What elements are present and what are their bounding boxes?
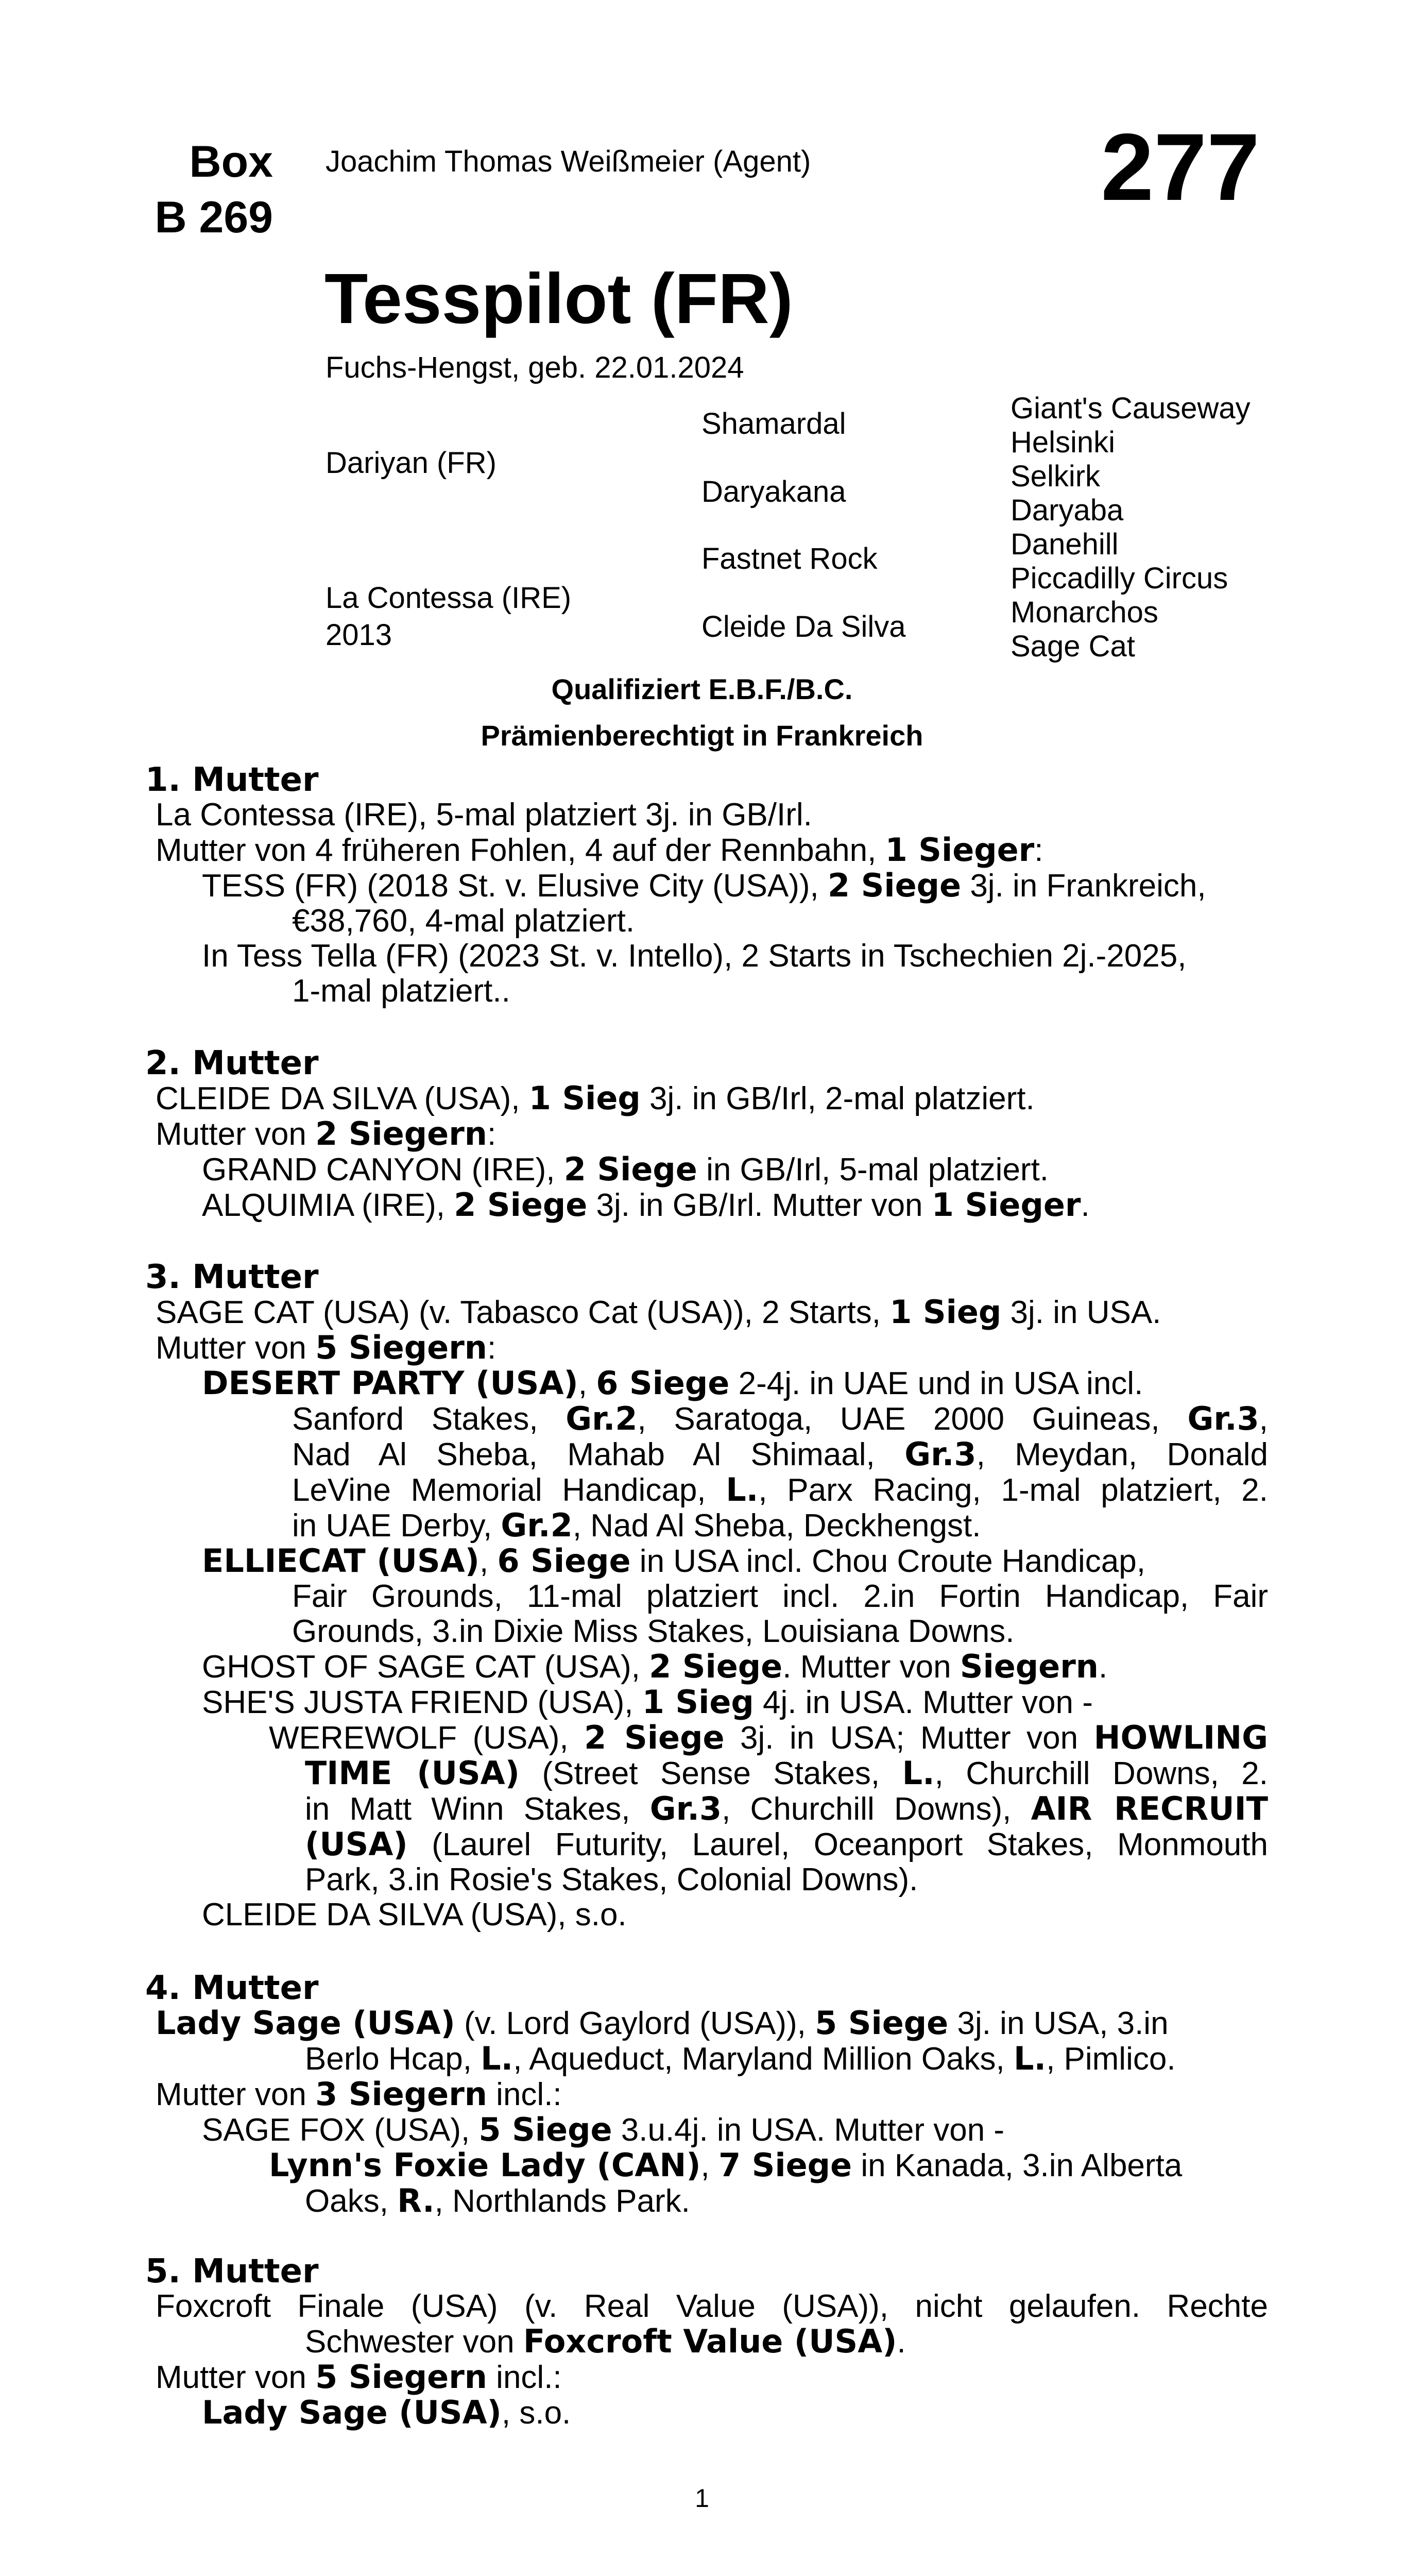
text-line [145, 2324, 1268, 2360]
text-line [145, 1401, 1268, 1437]
text-span: incl.: [487, 2360, 562, 2395]
section-heading: 2. Mutter [145, 1044, 319, 1082]
text-span: 5 Siegern [315, 2358, 487, 2396]
box-label: Box [189, 137, 273, 187]
text-span: Gr.2 [501, 1506, 573, 1544]
text-line [145, 2077, 1268, 2112]
text-line [145, 1756, 1268, 1791]
section-heading: 4. Mutter [145, 1969, 319, 2007]
text-span: 1 Sieg [889, 1293, 1002, 1331]
text-span: 5 Siegern [315, 1329, 487, 1366]
text-span: 2 Siege [563, 1150, 697, 1188]
text-span: HOWLING [1093, 1719, 1268, 1756]
section-third-dam [145, 1260, 1268, 1933]
text-span: L. [726, 1471, 759, 1509]
text-span: , Churchill Downs), [722, 1791, 1031, 1827]
box-label-block [103, 134, 273, 245]
pedigree-sire: Dariyan (FR) [326, 446, 496, 480]
pedigree-gen3-item: Piccadilly Circus [1011, 562, 1228, 595]
text-span: 4j. in USA. Mutter von - [754, 1685, 1093, 1720]
text-span: Lady Sage (USA) [156, 2004, 455, 2042]
text-span: Gr.2 [566, 1400, 638, 1437]
text-span: Grounds, 3.in Dixie Miss Stakes, Louisiana Downs. [292, 1614, 1015, 1649]
text-line [145, 1472, 1268, 1508]
text-span: , Churchill Downs, 2. [934, 1756, 1269, 1791]
text-line [145, 1508, 1268, 1544]
text-span: R. [397, 2182, 435, 2219]
text-line [145, 1579, 1268, 1614]
text-line [145, 1366, 1268, 1401]
text-line [145, 1685, 1268, 1720]
text-span: in GB/Irl, 5-mal platziert. [697, 1152, 1049, 1188]
section-heading: 5. Mutter [145, 2252, 319, 2291]
text-line [145, 1720, 1268, 1756]
text-span: €38,760, 4-mal platziert. [292, 903, 635, 939]
text-line [145, 1437, 1268, 1472]
text-span: GHOST OF SAGE CAT (USA), [202, 1649, 649, 1685]
text-span: 3j. in GB/Irl. Mutter von [587, 1188, 932, 1223]
text-line [145, 833, 1268, 868]
text-span: 3j. in Frankreich, [961, 868, 1206, 904]
text-span: Gr.3 [1187, 1400, 1259, 1437]
text-span: 7 Siege [718, 2146, 852, 2184]
text-span: SHE'S JUSTA FRIEND (USA), [202, 1685, 642, 1720]
page-number: 1 [695, 2484, 709, 2513]
text-span: L. [902, 1754, 935, 1792]
text-span: (Laurel Futurity, Laurel, Oceanport Stakes, Monmouth [407, 1827, 1268, 1862]
text-span: 1 Sieger [885, 831, 1035, 869]
text-span: 1 Sieg [528, 1079, 641, 1117]
text-span: GRAND CANYON (IRE), [202, 1152, 564, 1188]
text-span: Mutter von [156, 1330, 316, 1366]
horse-name: Tesspilot (FR) [324, 259, 793, 338]
text-span: 3 Siegern [315, 2075, 487, 2113]
text-line [145, 939, 1268, 974]
text-span: Foxcroft Value (USA) [523, 2323, 897, 2360]
text-span: SAGE CAT (USA) (v. Tabasco Cat (USA)), 2 Starts, [156, 1295, 890, 1330]
text-span: L. [481, 2040, 513, 2077]
text-line [145, 1188, 1268, 1223]
text-line [145, 1116, 1268, 1152]
pedigree-dam-year: 2013 [326, 618, 392, 652]
pedigree-gen3 [1011, 392, 1251, 664]
text-span: 3.u.4j. in USA. Mutter von - [612, 2112, 1005, 2148]
section-heading: 3. Mutter [145, 1258, 319, 1296]
pedigree-gen3-item: Monarchos [1011, 596, 1158, 629]
text-span: 5 Siege [478, 2111, 612, 2148]
text-line [145, 1897, 1268, 1933]
text-line [145, 1649, 1268, 1685]
text-span: CLEIDE DA SILVA (USA), s.o. [202, 1897, 627, 1933]
text-line [145, 1544, 1268, 1579]
text-span: , [480, 1544, 498, 1579]
text-line [145, 2112, 1268, 2148]
text-span: 2 Siege [649, 1648, 783, 1685]
text-span: 3j. in USA, 3.in [948, 2006, 1169, 2041]
text-span: Mutter von [156, 2360, 316, 2395]
text-line [145, 2148, 1268, 2183]
section-first-dam [145, 762, 1268, 1009]
agent-name: Joachim Thomas Weißmeier (Agent) [326, 145, 811, 178]
text-span: , Meydan, Donald [976, 1437, 1268, 1472]
text-span: Sanford Stakes, [292, 1401, 566, 1437]
text-span: CLEIDE DA SILVA (USA), [156, 1081, 529, 1116]
text-span: 3j. in USA. [1001, 1295, 1161, 1330]
pedigree-gen3-item: Selkirk [1011, 460, 1101, 493]
text-span: Schwester von [305, 2324, 523, 2360]
text-span: Oaks, [305, 2183, 398, 2219]
text-line [145, 974, 1268, 1009]
pedigree-sire-dam: Daryakana [701, 475, 846, 509]
text-span: 2 Siege [827, 867, 962, 904]
text-line [145, 1827, 1268, 1862]
text-span: , [578, 1366, 596, 1401]
text-span: DESERT PARTY (USA) [202, 1364, 578, 1402]
horse-description: Fuchs-Hengst, geb. 22.01.2024 [326, 351, 744, 384]
text-span: , Parx Racing, 1-mal platziert, 2. [758, 1472, 1268, 1508]
text-span: Lady Sage (USA) [202, 2394, 502, 2431]
text-span: . [1081, 1188, 1090, 1223]
pedigree-gen3-item: Danehill [1011, 528, 1119, 561]
text-span: 1 Sieger [931, 1186, 1081, 1224]
text-line [145, 2041, 1268, 2077]
text-span: ALQUIMIA (IRE), [202, 1188, 454, 1223]
pedigree-gen3-item: Daryaba [1011, 494, 1124, 527]
qualification-ebf: Qualifiziert E.B.F./B.C. [551, 673, 853, 705]
section-second-dam [145, 1046, 1268, 1223]
pedigree-gen3-item: Giant's Causeway [1011, 392, 1251, 425]
text-span: LeVine Memorial Handicap, [292, 1472, 726, 1508]
text-span: in Kanada, 3.in Alberta [852, 2148, 1183, 2183]
text-span: incl.: [487, 2077, 562, 2112]
text-span: Mutter von 4 früheren Fohlen, 4 auf der Rennbahn, [156, 833, 885, 868]
text-span: TIME (USA) [305, 1754, 520, 1792]
text-line [145, 904, 1268, 939]
text-span: Foxcroft Finale (USA) (v. Real Value (USA)), nicht gelaufen. Rechte [156, 2289, 1268, 2324]
pedigree-gen3-item: Sage Cat [1011, 630, 1135, 663]
text-span: Nad Al Sheba, Mahab Al Shimaal, [292, 1437, 905, 1472]
text-span: Fair Grounds, 11-mal platziert incl. 2.in Fortin Handicap, Fair [292, 1579, 1268, 1614]
text-span: (USA) [305, 1825, 408, 1863]
text-span: . [897, 2324, 906, 2360]
text-span: ELLIECAT (USA) [202, 1542, 480, 1580]
text-span: , Northlands Park. [434, 2183, 690, 2219]
text-span: , Nad Al Sheba, Deckhengst. [572, 1508, 981, 1544]
pedigree-dam: La Contessa (IRE) [326, 581, 572, 615]
text-span: in Matt Winn Stakes, [305, 1791, 650, 1827]
text-span: Lynn's Foxie Lady (CAN) [269, 2146, 701, 2184]
text-span: Gr.3 [904, 1435, 977, 1473]
text-line [145, 798, 1268, 833]
text-span: 2 Siegern [315, 1115, 487, 1153]
text-span: WEREWOLF (USA), [269, 1720, 585, 1756]
text-span: : [487, 1116, 496, 1152]
text-span: Berlo Hcap, [305, 2041, 481, 2077]
text-line [145, 2395, 1268, 2431]
text-span: Gr.3 [649, 1790, 722, 1827]
text-span: 5 Siege [815, 2004, 949, 2042]
text-span: 3j. in GB/Irl, 2-mal platziert. [640, 1081, 1035, 1116]
qualification-premium: Prämienberechtigt in Frankreich [481, 719, 923, 752]
text-span: La Contessa (IRE), 5-mal platziert 3j. in GB/Irl. [156, 797, 812, 833]
box-number: B 269 [155, 193, 273, 242]
text-span: 6 Siege [596, 1364, 730, 1402]
text-span: : [1034, 833, 1043, 868]
text-span: In Tess Tella (FR) (2023 St. v. Intello), 2 Starts in Tschechien 2j.-2025, [202, 938, 1187, 974]
text-span: , Pimlico. [1046, 2041, 1176, 2077]
text-span: 6 Siege [497, 1542, 631, 1580]
text-line [145, 2289, 1268, 2324]
text-span: 1 Sieg [642, 1683, 754, 1721]
text-span: : [487, 1330, 496, 1366]
section-heading: 1. Mutter [145, 761, 319, 799]
pedigree-gen3-item: Helsinki [1011, 426, 1116, 459]
text-span: Siegern [960, 1648, 1099, 1685]
text-line [145, 1152, 1268, 1188]
section-fourth-dam [145, 1971, 1268, 2219]
pedigree-dam-sire: Fastnet Rock [701, 542, 878, 575]
text-line [145, 1295, 1268, 1330]
pedigree-sire-sire: Shamardal [701, 407, 846, 440]
text-span: , Saratoga, UAE 2000 Guineas, [637, 1401, 1188, 1437]
text-span: Mutter von [156, 2077, 316, 2112]
text-span: (v. Lord Gaylord (USA)), [455, 2006, 815, 2041]
text-span: , [1259, 1401, 1268, 1437]
text-span: Mutter von [156, 1116, 316, 1152]
text-line [145, 2360, 1268, 2395]
lot-number: 277 [1101, 114, 1260, 221]
section-fifth-dam [145, 2254, 1268, 2431]
text-line [145, 1330, 1268, 1366]
text-span: L. [1014, 2040, 1047, 2077]
text-line [145, 2006, 1268, 2041]
text-line [145, 1862, 1268, 1897]
text-span: 2 Siege [454, 1186, 588, 1224]
text-line [145, 868, 1268, 904]
text-span: in UAE Derby, [292, 1508, 501, 1544]
text-span: . Mutter von [782, 1649, 960, 1685]
text-line [145, 1081, 1268, 1116]
text-line [145, 2183, 1268, 2219]
text-span: 2-4j. in UAE und in USA incl. [729, 1366, 1143, 1401]
text-span: SAGE FOX (USA), [202, 2112, 479, 2148]
text-span: , s.o. [501, 2395, 571, 2431]
text-span: AIR RECRUIT [1031, 1790, 1268, 1827]
text-span: , Aqueduct, Maryland Million Oaks, [513, 2041, 1014, 2077]
pedigree-dam-dam: Cleide Da Silva [701, 610, 906, 643]
text-line [145, 1791, 1268, 1827]
text-span: in USA incl. Chou Croute Handicap, [630, 1544, 1145, 1579]
text-line [145, 1614, 1268, 1649]
text-span: TESS (FR) (2018 St. v. Elusive City (USA)), [202, 868, 828, 904]
text-span: Park, 3.in Rosie's Stakes, Colonial Downs). [305, 1862, 918, 1897]
text-span: 3j. in USA; Mutter von [724, 1720, 1094, 1756]
text-span: 1-mal platziert.. [292, 973, 510, 1009]
text-span: 2 Siege [584, 1719, 725, 1756]
text-span: , [700, 2148, 718, 2183]
text-span: . [1098, 1649, 1108, 1685]
text-span: (Street Sense Stakes, [519, 1756, 902, 1791]
